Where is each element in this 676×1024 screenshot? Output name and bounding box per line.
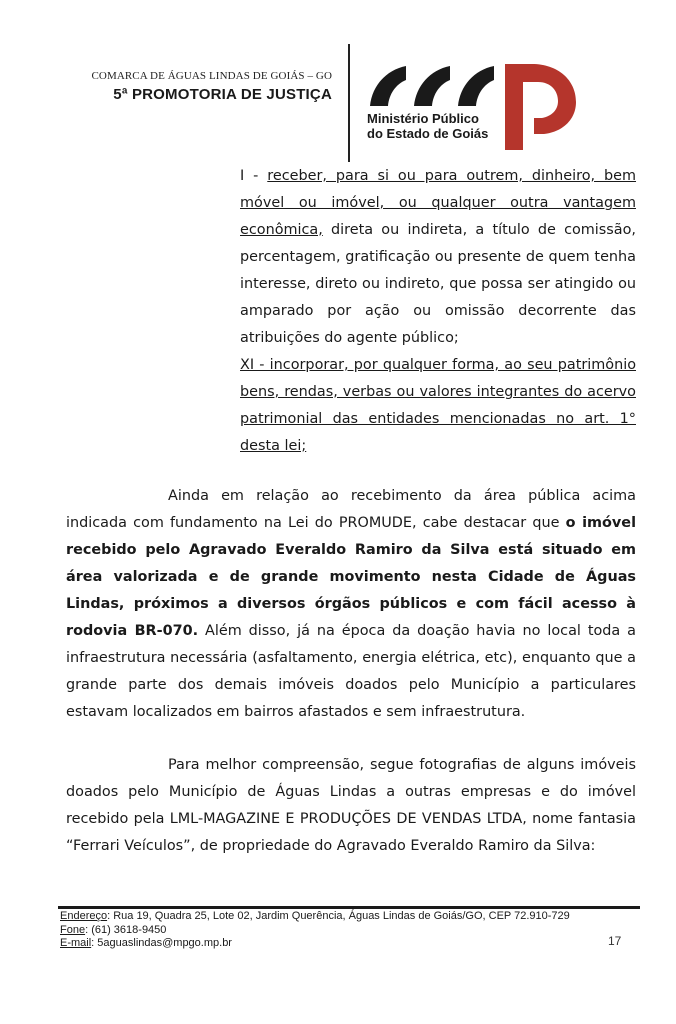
header-divider: [348, 44, 350, 162]
paragraph-1-start: Ainda em relação ao recebimento da área pública acima indicada com fundamento na Lei do PROMUDE, cabe destacar que: [66, 488, 636, 531]
paragraph-1-end: Além disso, já na época da doação havia no local toda a infraestrutura necessária (asfaltamento, energia elétrica, etc), enquanto que a grande parte dos demais imóveis doados pelo Município a particulares estavam localizados em bairros afastados e sem infraestrutura.: [66, 623, 636, 720]
footer: [60, 910, 570, 951]
email-value: : 5aguaslindas@mpgo.mp.br: [91, 937, 232, 949]
quote-item-i: [240, 163, 636, 352]
paragraph-1-bold: o imóvel recebido pelo Agravado Everaldo Ramiro da Silva está situado em área valorizada e de grande movimento nesta Cidade de Águas Lindas, próximos a diversos órgãos públicos e com fácil acesso à rodovia BR-070.: [66, 515, 636, 639]
logo-text: [367, 111, 488, 141]
page-number: 17: [608, 934, 622, 948]
item-i-underlined: receber, para si ou para outrem, dinheiro, bem móvel ou imóvel, ou qualquer outra vantagem econômica,: [240, 168, 637, 238]
address-label: Endereço: [60, 910, 108, 922]
paragraph-1: [66, 483, 636, 726]
legal-quote: [240, 163, 636, 460]
paragraph-2-text: Para melhor compreensão, segue fotografias de alguns imóveis doados pelo Município de Águas Lindas a outras empresas e do imóvel recebido pela LML-MAGAZINE E PRODUÇÕES DE VENDAS LTDA, nome fantasia “Ferrari Veículos”, de propriedade do Agravado Everaldo Ramiro da Silva:: [66, 757, 636, 854]
footer-phone: [60, 924, 570, 938]
footer-address: [60, 910, 570, 924]
quote-item-xi: XI - incorporar, por qualquer forma, ao seu patrimônio bens, rendas, verbas ou valores integrantes do acervo patrimonial das entidades mencionadas no art. 1° desta lei;: [240, 357, 636, 454]
phone-value: : (61) 3618-9450: [85, 923, 167, 936]
item-i-rest: direta ou indireta, a título de comissão, percentagem, gratificação ou presente de quem tenha interesse, direto ou indireto, que possa ser atingido ou amparado por ação ou omissão decorrente das atribuições do agente público;: [240, 222, 636, 346]
address-value: : Rua 19, Quadra 25, Lote 02, Jardim Querência, Águas Lindas de Goiás/GO, CEP 72.910-729: [107, 910, 570, 922]
logo-line-1: Ministério Público: [367, 111, 479, 126]
email-label: E-mail: [60, 937, 92, 949]
promotoria-title: 5ª PROMOTORIA DE JUSTIÇA: [113, 86, 332, 103]
logo-line-2: do Estado de Goiás: [367, 126, 489, 141]
footer-email: [60, 937, 570, 951]
paragraph-2: [66, 752, 636, 860]
item-i-prefix: I -: [240, 168, 268, 184]
phone-label: Fone: [60, 923, 86, 936]
header-left: [0, 70, 332, 103]
footer-divider: [58, 906, 640, 909]
comarca-title: COMARCA DE ÁGUAS LINDAS DE GOIÁS – GO: [91, 70, 332, 82]
